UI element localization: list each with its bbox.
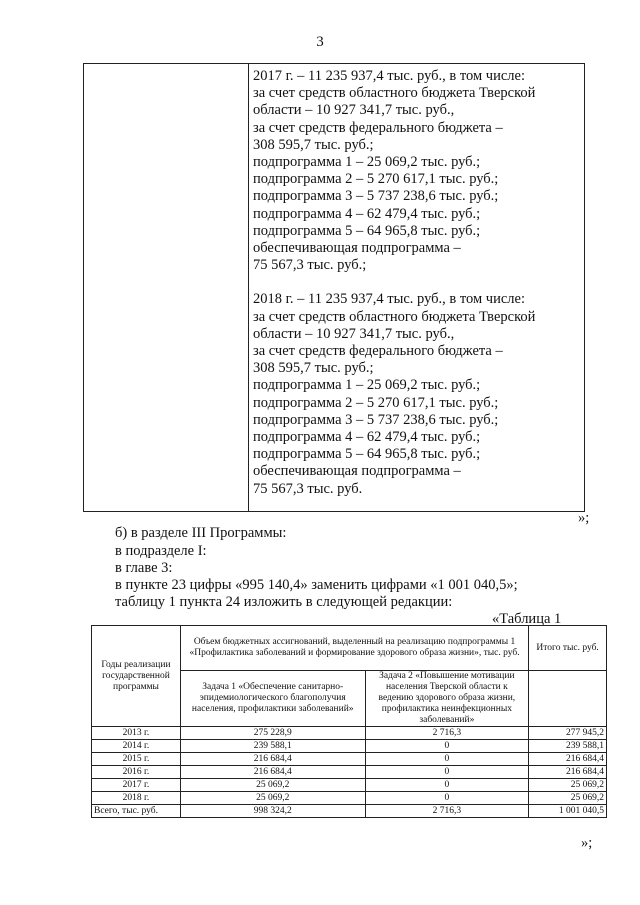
cell-task2: 0: [365, 766, 529, 779]
cell-task2: 0: [365, 753, 529, 766]
cell-year: 2015 г.: [92, 753, 181, 766]
budget-line: за счет средств областного бюджета Тверской: [253, 85, 536, 102]
paragraph: в подразделе I:: [115, 543, 207, 559]
table-closing-quote: »;: [581, 835, 593, 851]
cell-total: 216 684,4: [529, 753, 607, 766]
table-row-total: [92, 805, 607, 818]
cell-task2: 0: [365, 792, 529, 805]
cell-total: 25 069,2: [529, 779, 607, 792]
budget-line: области – 10 927 341,7 тыс. руб.,: [253, 102, 455, 119]
budget-line: подпрограмма 3 – 5 737 238,6 тыс. руб.;: [253, 188, 499, 205]
budget-table-left-cell: [84, 64, 249, 512]
cell-year: 2013 г.: [92, 727, 181, 740]
cell-year: 2017 г.: [92, 779, 181, 792]
cell-total: 216 684,4: [529, 766, 607, 779]
table-row: [92, 753, 607, 766]
paragraph: в пункте 23 цифры «995 140,4» заменить цифрами «1 001 040,5»;: [115, 577, 518, 593]
table-row: [92, 740, 607, 753]
budget-line: подпрограмма 4 – 62 479,4 тыс. руб.;: [253, 429, 481, 446]
header-years: Годы реализации государственной программы: [92, 626, 181, 727]
cell-task2: 0: [365, 740, 529, 753]
cell-year: 2014 г.: [92, 740, 181, 753]
cell-task2: 0: [365, 779, 529, 792]
header-task2: Задача 2 «Повышение мотивации населения Тверской области к ведению здорового образа жизни, профилактика неинфекционных заболеваний»: [365, 671, 529, 727]
header-task1: Задача 1 «Обеспечение санитарно-эпидемиологического благополучия населения, профилактики заболеваний»: [180, 671, 365, 727]
cell-year: 2018 г.: [92, 792, 181, 805]
cell-task1: 998 324,2: [180, 805, 365, 818]
budget-line: 2018 г. – 11 235 937,4 тыс. руб., в том числе:: [253, 291, 525, 308]
budget-line: подпрограмма 2 – 5 270 617,1 тыс. руб.;: [253, 171, 499, 188]
budget-table: [83, 63, 585, 512]
budget-line: подпрограмма 1 – 25 069,2 тыс. руб.;: [253, 154, 481, 171]
budget-line: подпрограмма 5 – 64 965,8 тыс. руб.;: [253, 446, 481, 463]
cell-task1: 239 588,1: [180, 740, 365, 753]
budget-line: 308 595,7 тыс. руб.;: [253, 360, 374, 377]
cell-task2: 2 716,3: [365, 727, 529, 740]
closing-quote: »;: [578, 510, 590, 526]
budget-line: 75 567,3 тыс. руб.: [253, 480, 363, 497]
budget-line: обеспечивающая подпрограмма –: [253, 463, 461, 480]
budget-line: подпрограмма 5 – 64 965,8 тыс. руб.;: [253, 222, 481, 239]
budget-line: 308 595,7 тыс. руб.;: [253, 136, 374, 153]
budget-line: подпрограмма 2 – 5 270 617,1 тыс. руб.;: [253, 394, 499, 411]
cell-task1: 216 684,4: [180, 753, 365, 766]
budget-line: подпрограмма 1 – 25 069,2 тыс. руб.;: [253, 377, 481, 394]
budget-line: за счет средств федерального бюджета –: [253, 343, 503, 360]
budget-line: подпрограмма 3 – 5 737 238,6 тыс. руб.;: [253, 411, 499, 428]
cell-total: 25 069,2: [529, 792, 607, 805]
cell-task1: 25 069,2: [180, 779, 365, 792]
table-row: [92, 727, 607, 740]
cell-total: 277 945,2: [529, 727, 607, 740]
budget-line: за счет средств областного бюджета Тверской: [253, 308, 536, 325]
budget-line: области – 10 927 341,7 тыс. руб.,: [253, 325, 455, 342]
budget-line: подпрограмма 4 – 62 479,4 тыс. руб.;: [253, 205, 481, 222]
cell-task1: 25 069,2: [180, 792, 365, 805]
cell-task1: 275 228,9: [180, 727, 365, 740]
subprogram-table: [91, 625, 607, 818]
table-row: [92, 792, 607, 805]
page-number: 3: [316, 34, 324, 50]
table-row: [92, 766, 607, 779]
paragraph: таблицу 1 пункта 24 изложить в следующей редакции:: [115, 594, 453, 610]
cell-total: 1 001 040,5: [529, 805, 607, 818]
cell-total: 239 588,1: [529, 740, 607, 753]
budget-gap: [253, 274, 584, 291]
budget-line: 75 567,3 тыс. руб.;: [253, 257, 367, 274]
header-total-blank: [529, 671, 607, 727]
budget-line: 2017 г. – 11 235 937,4 тыс. руб., в том числе:: [253, 68, 525, 84]
paragraph: в главе 3:: [115, 560, 173, 576]
budget-table-right-cell: [249, 64, 585, 512]
header-group: Объем бюджетных ассигнований, выделенный на реализацию подпрограммы 1 «Профилактика заболеваний и формирование здорового образа жизни», тыс. руб.: [180, 626, 528, 671]
cell-task2: 2 716,3: [365, 805, 529, 818]
table-row: [92, 779, 607, 792]
budget-line: за счет средств федерального бюджета –: [253, 119, 503, 136]
paragraph: б) в разделе III Программы:: [115, 525, 287, 541]
cell-year: 2016 г.: [92, 766, 181, 779]
header-total: Итого тыс. руб.: [529, 626, 607, 671]
table-caption: «Таблица 1: [492, 611, 562, 627]
cell-task1: 216 684,4: [180, 766, 365, 779]
budget-line: обеспечивающая подпрограмма –: [253, 240, 461, 257]
cell-year: Всего, тыс. руб.: [92, 805, 181, 818]
